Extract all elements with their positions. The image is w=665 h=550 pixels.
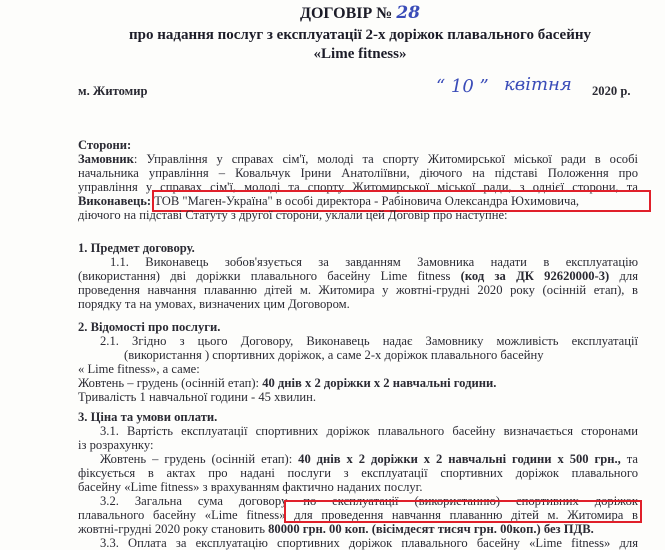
customer-line: управління у справах сім'ї, молоді та спорту Житомирської міської ради, з однієї сторони, та [78, 180, 638, 194]
section1-line: проведення навчання плаванню дітей м. Житомира у жовтні-грудні 2020 року (осінній етап), в [78, 283, 638, 297]
section3-line: Жовтень – грудень (осінній етап): 40 днів х 2 доріжки х 2 навчальні години х 500 грн., та [100, 452, 638, 466]
section2-heading: 2. Відомості про послуги. [78, 320, 221, 334]
date-year: 2020 р. [592, 84, 631, 98]
contractor-name: ТОВ "Маген-Україна" в особі директора - Рабіновича Олександра Юхимовича, [154, 194, 580, 208]
section2-line: Тривалість 1 навчальної години - 45 хвилин. [78, 390, 317, 404]
section3-heading: 3. Ціна та умови оплати. [78, 410, 218, 424]
section3-line: фіксується в актах про надані послуги з експлуатації спортивних доріжок плавального [78, 466, 638, 480]
section1-line: 1.1. Виконавець зобов'язується за завданням Замовника надати в експлуатацію [110, 255, 638, 269]
section3-line: із розрахунку: [78, 438, 154, 452]
city: м. Житомир [78, 84, 148, 98]
contract-number-handwritten: 28 [396, 3, 421, 23]
section1-line: (використання) дві доріжки плавального басейну Lime fitness (код за ДК 92620000-3) для [78, 269, 638, 283]
contract-subtitle: про надання послуг з експлуатації 2-х доріжок плавального басейну [129, 27, 591, 43]
section3-line: басейну «Lime fitness» з врахуванням фактично наданих послуг. [78, 480, 423, 494]
section2-line: (використання ) спортивних доріжок, а саме 2-х доріжок плавального басейну [124, 348, 544, 362]
contract-subtitle-venue: «Lime fitness» [313, 46, 407, 62]
parties-heading: Сторони: [78, 138, 132, 152]
section3-line: плавального басейну «Lime fitness» для проведення навчання плаванню дітей м. Житомира в [78, 508, 638, 522]
section3-line: 3.1. Вартість експлуатації спортивних доріжок плавального басейну визначається сторонами [100, 424, 638, 438]
contractor-line: діючого на підставі Статуту з другої сторони, уклали цей Договір про наступне: [78, 208, 508, 222]
customer-line: начальника управління – Ковальчук Ірини Анатоліївни, діючого на підставі Положення про [78, 166, 638, 180]
customer-line: Замовник: Управління у справах сім'ї, молоді та спорту Житомирської міської ради в особі [78, 152, 638, 166]
section3-line: 3.3. Оплата за експлуатацію спортивних доріжок плавального басейну «Lime fitness» для [100, 536, 638, 550]
date-month-handwritten: квітня [504, 74, 572, 95]
section1-line: порядку та на умовах, визначених цим Договором. [78, 297, 350, 311]
contractor-line: Виконавець: ТОВ "Маген-Україна" в особі директора - Рабіновича Олександра Юхимовича, [78, 194, 580, 208]
section2-line: Жовтень – грудень (осінній етап): 40 днів х 2 доріжки х 2 навчальні години. [78, 376, 497, 390]
section2-line: 2.1. Згідно з цього Договору, Виконавець надає Замовнику можливість експлуатації [100, 334, 638, 348]
section2-line: « Lime fitness», а саме: [78, 362, 200, 376]
section1-heading: 1. Предмет договору. [78, 241, 195, 255]
date-day-handwritten: “ 10 ” [436, 76, 489, 97]
section3-line: 3.2. Загальна сума договору по експлуатації (використанню) спортивних доріжок [100, 494, 638, 508]
title-text: ДОГОВІР № [299, 5, 393, 22]
contract-title [0, 3, 665, 24]
highlight-box-total [284, 500, 642, 523]
contract-total: 80000 грн. 00 коп. (вісімдесят тисяч грн. 00коп.) без ПДВ. [268, 522, 594, 536]
section3-line: жовтні-грудні 2020 року становить 80000 грн. 00 коп. (вісімдесят тисяч грн. 00коп.) без ПДВ. [78, 522, 594, 536]
